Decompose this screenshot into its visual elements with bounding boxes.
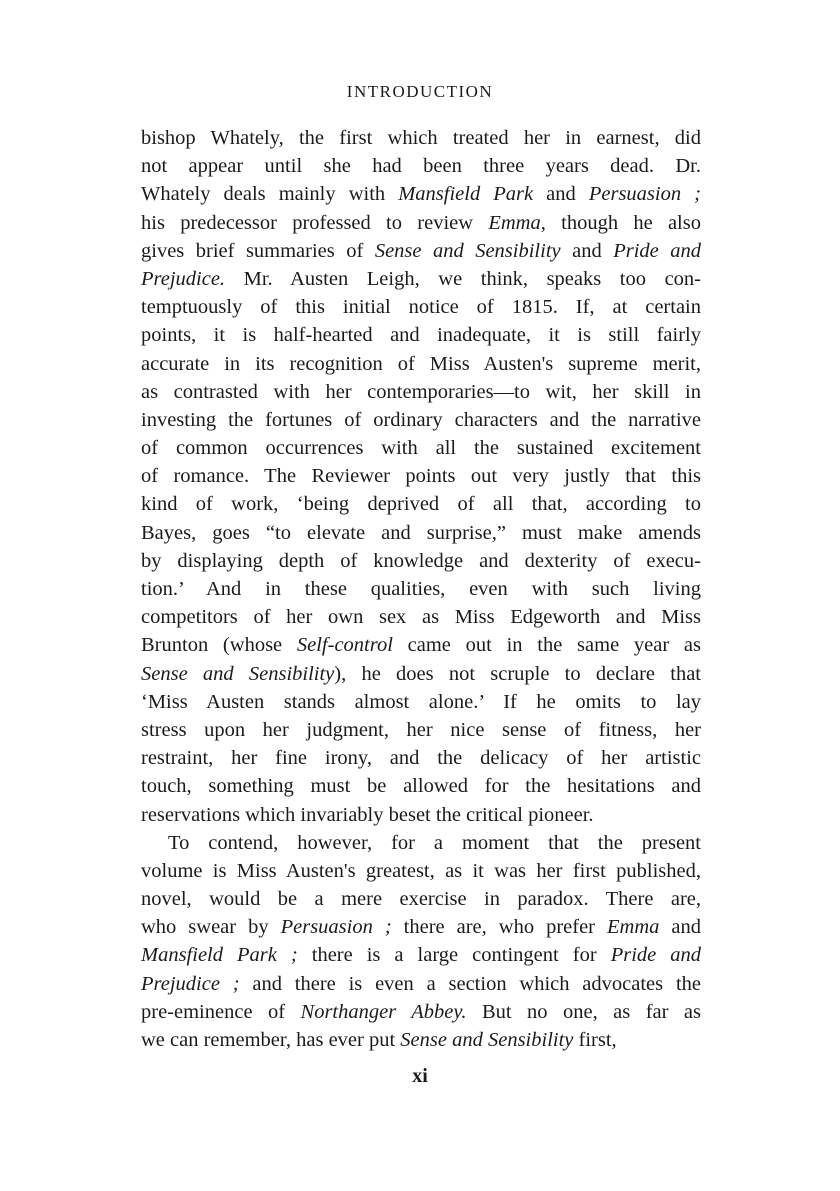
text-run: ‘Miss Austen stands almost alone.’ If he omits to lay xyxy=(141,690,701,713)
text-run: not appear until she had been three years dead. Dr. xyxy=(141,155,701,178)
text-run: kind of work, ‘being deprived of all that, according to xyxy=(141,493,701,516)
text-run: , though he also xyxy=(540,211,701,234)
text-run: and xyxy=(560,239,614,262)
text-run: and xyxy=(659,916,701,939)
text-run: investing the fortunes of ordinary characters and the narrative xyxy=(141,408,701,431)
text-line xyxy=(141,293,701,321)
text-run: bishop Whately, the first which treated her in earnest, did xyxy=(141,127,701,149)
text-run: novel, would be a mere exercise in paradox. There are, xyxy=(141,888,701,911)
page-number: xi xyxy=(412,1065,428,1087)
text-run: To contend, however, for a moment that the present xyxy=(168,831,701,854)
text-run: of common occurrences with all the sustained excitement xyxy=(141,437,701,460)
text-line xyxy=(141,970,701,998)
text-run: his predecessor professed to review xyxy=(141,211,489,234)
italic-title: Pride and xyxy=(613,239,701,262)
italic-title: Sense and Sensibility xyxy=(374,239,561,262)
text-line xyxy=(141,519,701,547)
text-run: pre-eminence of xyxy=(141,1000,301,1023)
text-line xyxy=(141,716,701,744)
text-line xyxy=(141,547,701,575)
text-run: Brunton (whose xyxy=(141,634,297,657)
text-run: ), he does not scruple to declare that xyxy=(334,662,701,685)
text-line xyxy=(141,603,701,631)
text-run: competitors of her own sex as Miss Edgeworth and Miss xyxy=(141,606,701,629)
italic-title: Persuasion ; xyxy=(588,183,701,206)
text-run: who swear by xyxy=(141,916,281,939)
text-run: by displaying depth of knowledge and dexterity of execu- xyxy=(141,549,701,572)
text-line xyxy=(141,857,701,885)
text-line xyxy=(141,913,701,941)
text-line xyxy=(141,998,701,1026)
text-line xyxy=(141,180,701,208)
text-run: volume is Miss Austen's greatest, as it was her first published, xyxy=(141,859,701,882)
text-run: restraint, her fine irony, and the delicacy of her artistic xyxy=(141,747,701,770)
text-line xyxy=(141,378,701,406)
italic-title: Northanger Abbey. xyxy=(300,1000,467,1023)
text-line xyxy=(141,772,701,800)
italic-title: Mansfield Park ; xyxy=(141,944,298,967)
text-line xyxy=(141,744,701,772)
text-run: we can remember, has ever put xyxy=(141,1029,401,1051)
text-line xyxy=(141,688,701,716)
text-line xyxy=(141,490,701,518)
text-line xyxy=(141,575,701,603)
text-run: and there is even a section which advocates the xyxy=(239,972,701,995)
text-line xyxy=(141,406,701,434)
text-line xyxy=(141,829,701,857)
italic-title: Self-control xyxy=(296,634,393,657)
text-run: as contrasted with her contemporaries—to wit, her skill in xyxy=(141,380,701,403)
text-run: first, xyxy=(573,1029,617,1051)
italic-title: Persuasion ; xyxy=(280,916,392,939)
text-run: there are, who prefer xyxy=(391,916,607,939)
text-line xyxy=(141,265,701,293)
text-line xyxy=(141,152,701,180)
text-line xyxy=(141,237,701,265)
italic-title: Mansfield Park xyxy=(398,183,534,206)
text-run: accurate in its recognition of Miss Austen's supreme merit, xyxy=(141,352,701,375)
text-run: tion.’ And in these qualities, even with such living xyxy=(141,578,701,600)
text-run: reservations which invariably beset the critical pioneer. xyxy=(141,803,594,826)
text-line xyxy=(141,209,701,237)
text-line xyxy=(141,631,701,659)
italic-title: Sense and Sensibility xyxy=(400,1029,574,1051)
text-run: Bayes, goes “to elevate and surprise,” must make amends xyxy=(141,521,701,544)
text-run: stress upon her judgment, her nice sense of fitness, her xyxy=(141,718,701,741)
text-line xyxy=(141,462,701,490)
text-run: Mr. Austen Leigh, we think, speaks too con- xyxy=(225,267,701,290)
text-line xyxy=(141,124,701,152)
text-line xyxy=(141,801,701,829)
text-run: came out in the same year as xyxy=(392,634,701,657)
text-run: temptuously of this initial notice of 1815. If, at certain xyxy=(141,296,701,319)
text-run: points, it is half-hearted and inadequate, it is still fairly xyxy=(141,324,701,347)
running-head: INTRODUCTION xyxy=(346,82,494,101)
text-line xyxy=(141,885,701,913)
text-line xyxy=(141,350,701,378)
text-run: gives brief summaries of xyxy=(141,239,375,262)
text-run: there is a large contingent for xyxy=(297,944,611,967)
italic-title: Prejudice. xyxy=(141,267,226,290)
italic-title: Prejudice ; xyxy=(141,972,240,995)
text-run: touch, something must be allowed for the hesitations and xyxy=(141,775,701,798)
page-text xyxy=(141,124,701,1054)
text-run: and xyxy=(533,183,589,206)
italic-title: Pride and xyxy=(610,944,702,967)
text-run: of romance. The Reviewer points out very justly that this xyxy=(141,465,701,488)
text-line xyxy=(141,941,701,969)
text-line xyxy=(141,1026,701,1054)
text-line xyxy=(141,434,701,462)
italic-title: Sense and Sensibility xyxy=(141,662,335,685)
italic-title: Emma xyxy=(488,211,541,234)
text-line xyxy=(141,660,701,688)
text-line xyxy=(141,321,701,349)
text-run: But no one, as far as xyxy=(466,1000,701,1023)
text-run: Whately deals mainly with xyxy=(141,183,399,206)
italic-title: Emma xyxy=(607,916,660,939)
